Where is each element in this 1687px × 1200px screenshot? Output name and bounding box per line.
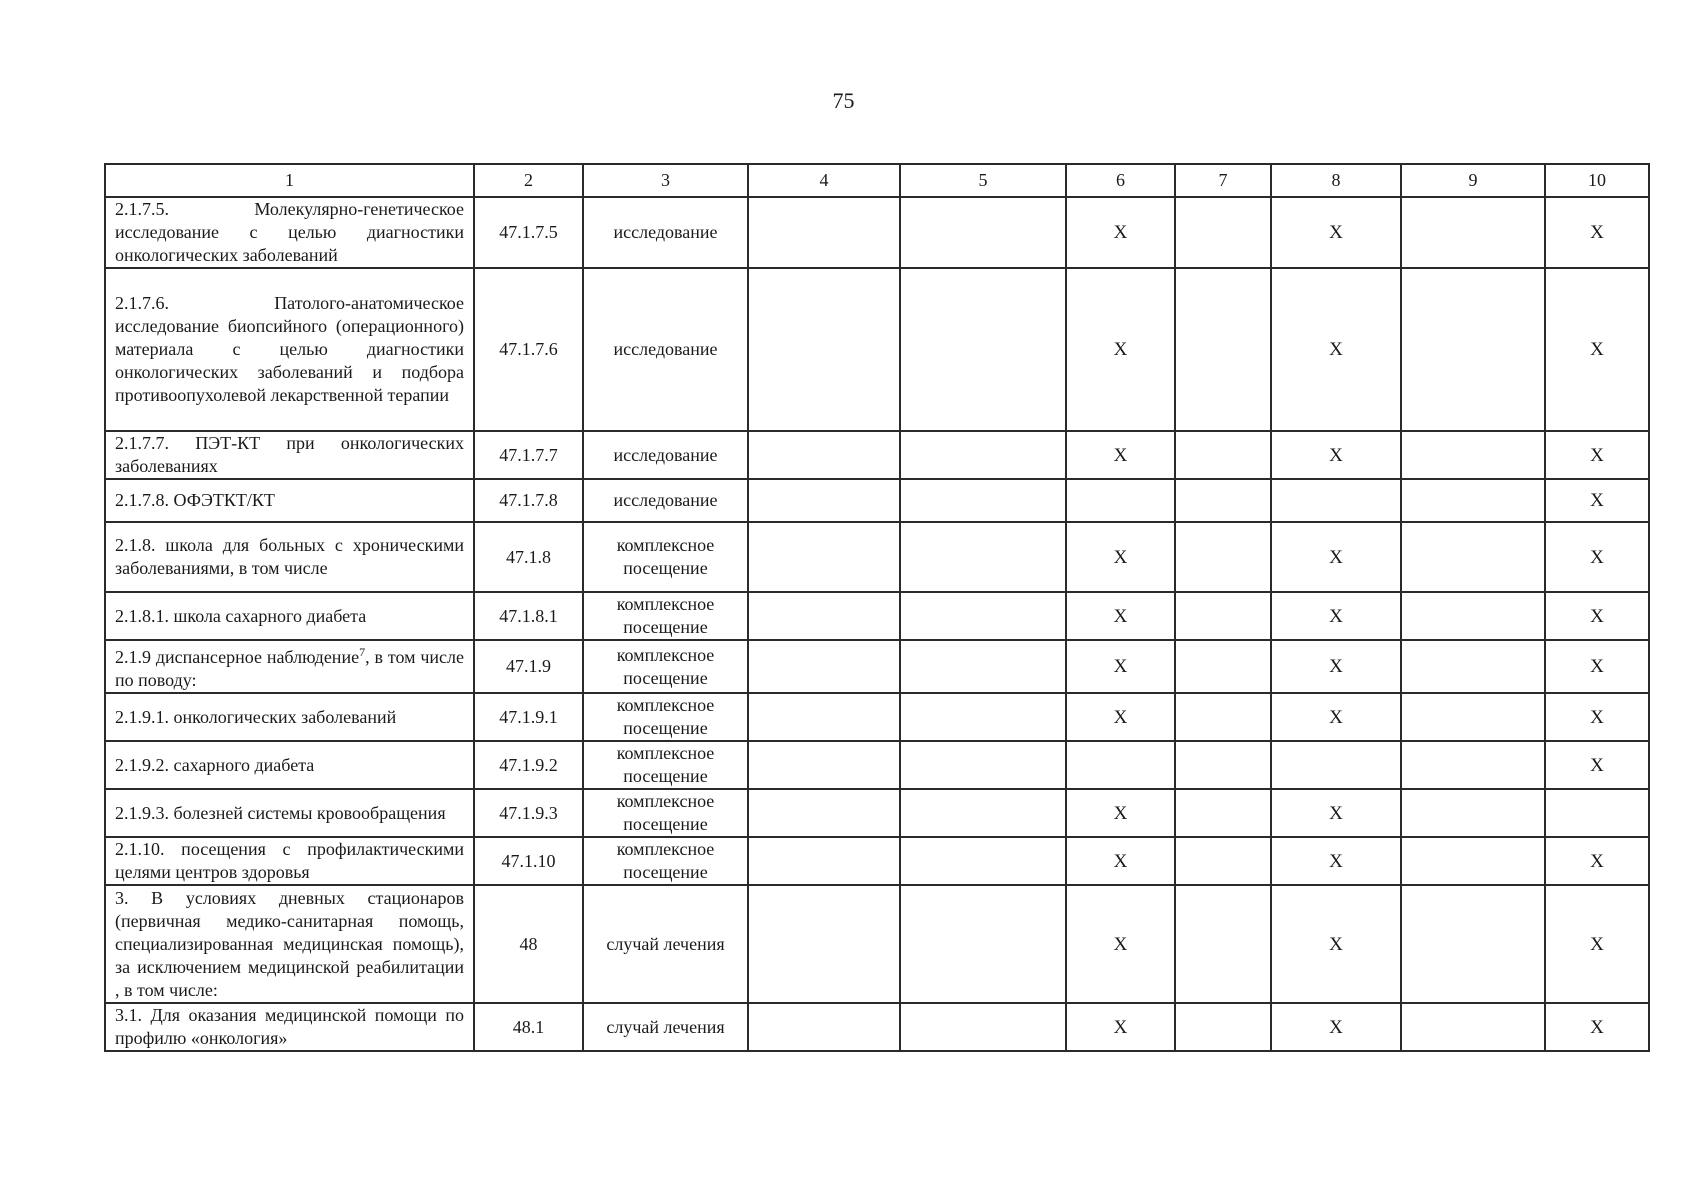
cell-col-7	[1175, 693, 1271, 741]
cell-col-4	[748, 1003, 900, 1051]
row-name-cell	[105, 268, 474, 431]
column-header: 1	[105, 164, 474, 197]
column-header: 6	[1066, 164, 1175, 197]
row-name: 2.1.7.5. Молекулярно-генетическое исследование с целью диагностики онкологических заболеваний	[115, 199, 464, 265]
row-code: 47.1.7.7	[474, 431, 583, 479]
cell-col-4	[748, 837, 900, 885]
cell-col-5	[900, 268, 1066, 431]
cell-col-8: X	[1271, 1003, 1401, 1051]
cell-col-4	[748, 522, 900, 592]
cell-col-6: X	[1066, 197, 1175, 268]
cell-col-8: X	[1271, 837, 1401, 885]
cell-col-10	[1545, 789, 1649, 837]
row-code: 47.1.10	[474, 837, 583, 885]
row-name-cell	[105, 431, 474, 479]
data-table	[104, 163, 1650, 1052]
cell-col-7	[1175, 197, 1271, 268]
row-code: 47.1.9	[474, 640, 583, 693]
cell-col-9	[1401, 268, 1545, 431]
cell-col-4	[748, 431, 900, 479]
cell-col-7	[1175, 885, 1271, 1003]
cell-col-4	[748, 741, 900, 789]
row-unit: исследование	[583, 479, 748, 522]
cell-col-10: X	[1545, 741, 1649, 789]
cell-col-8: X	[1271, 197, 1401, 268]
cell-col-8	[1271, 479, 1401, 522]
cell-col-5	[900, 431, 1066, 479]
cell-col-7	[1175, 1003, 1271, 1051]
cell-col-6: X	[1066, 640, 1175, 693]
cell-col-9	[1401, 640, 1545, 693]
table-row	[105, 1003, 1649, 1051]
cell-col-6: X	[1066, 431, 1175, 479]
table-row	[105, 741, 1649, 789]
row-name-cell	[105, 640, 474, 693]
cell-col-10: X	[1545, 479, 1649, 522]
row-name-cell	[105, 197, 474, 268]
cell-col-5	[900, 693, 1066, 741]
row-name: 2.1.9.2. сахарного диабета	[115, 754, 315, 775]
row-code: 47.1.9.2	[474, 741, 583, 789]
cell-col-9	[1401, 885, 1545, 1003]
column-header: 10	[1545, 164, 1649, 197]
row-name-cell	[105, 479, 474, 522]
table-row	[105, 197, 1649, 268]
cell-col-8: X	[1271, 268, 1401, 431]
cell-col-8: X	[1271, 885, 1401, 1003]
table-row	[105, 431, 1649, 479]
cell-col-9	[1401, 431, 1545, 479]
cell-col-4	[748, 640, 900, 693]
cell-col-6: X	[1066, 885, 1175, 1003]
cell-col-4	[748, 693, 900, 741]
cell-col-6	[1066, 741, 1175, 789]
cell-col-6: X	[1066, 789, 1175, 837]
cell-col-6: X	[1066, 693, 1175, 741]
row-name-tail: , в том числе по поводу:	[115, 647, 465, 690]
cell-col-5	[900, 197, 1066, 268]
row-name: 3.1. Для оказания медицинской помощи по профилю «онкология»	[115, 1005, 464, 1048]
cell-col-5	[900, 837, 1066, 885]
table-row	[105, 640, 1649, 693]
table-header-row	[105, 164, 1649, 197]
column-header: 9	[1401, 164, 1545, 197]
cell-col-5	[900, 789, 1066, 837]
cell-col-5	[900, 741, 1066, 789]
cell-col-10: X	[1545, 268, 1649, 431]
footnote-marker: 7	[359, 645, 366, 659]
column-header: 7	[1175, 164, 1271, 197]
column-header: 2	[474, 164, 583, 197]
cell-col-7	[1175, 522, 1271, 592]
cell-col-5	[900, 1003, 1066, 1051]
row-unit: комплексное посещение	[583, 741, 748, 789]
cell-col-9	[1401, 837, 1545, 885]
cell-col-8: X	[1271, 640, 1401, 693]
row-name: 2.1.9.1. онкологических заболеваний	[115, 706, 397, 727]
row-unit: комплексное посещение	[583, 789, 748, 837]
cell-col-8: X	[1271, 789, 1401, 837]
row-name: 2.1.7.8. ОФЭТКТ/КТ	[115, 490, 275, 510]
row-name: 2.1.10. посещения с профилактическими целями центров здоровья	[115, 839, 464, 882]
column-header: 8	[1271, 164, 1401, 197]
column-header: 4	[748, 164, 900, 197]
row-code: 47.1.8	[474, 522, 583, 592]
row-unit: комплексное посещение	[583, 640, 748, 693]
page-number: 75	[832, 88, 855, 113]
cell-col-10: X	[1545, 885, 1649, 1003]
cell-col-7	[1175, 837, 1271, 885]
row-name: 2.1.8.1. школа сахарного диабета	[115, 605, 367, 626]
cell-col-9	[1401, 479, 1545, 522]
row-name-cell	[105, 1003, 474, 1051]
table-row	[105, 789, 1649, 837]
cell-col-7	[1175, 741, 1271, 789]
cell-col-4	[748, 197, 900, 268]
cell-col-9	[1401, 741, 1545, 789]
cell-col-8: X	[1271, 431, 1401, 479]
cell-col-6: X	[1066, 1003, 1175, 1051]
column-header: 5	[900, 164, 1066, 197]
row-unit: исследование	[583, 268, 748, 431]
cell-col-5	[900, 592, 1066, 640]
table-row	[105, 268, 1649, 431]
cell-col-9	[1401, 1003, 1545, 1051]
row-name: 2.1.9.3. болезней системы кровообращения	[115, 802, 446, 823]
table-row	[105, 479, 1649, 522]
cell-col-10: X	[1545, 640, 1649, 693]
column-header: 3	[583, 164, 748, 197]
cell-col-4	[748, 592, 900, 640]
table-row	[105, 522, 1649, 592]
table-row	[105, 693, 1649, 741]
cell-col-10: X	[1545, 431, 1649, 479]
cell-col-5	[900, 479, 1066, 522]
row-name: 2.1.7.7. ПЭТ-КТ при онкологических заболеваниях	[115, 433, 464, 476]
table-row	[105, 837, 1649, 885]
cell-col-4	[748, 479, 900, 522]
cell-col-9	[1401, 522, 1545, 592]
row-name: 2.1.9 диспансерное наблюдение	[115, 647, 360, 667]
row-name-cell	[105, 741, 474, 789]
row-name-cell	[105, 693, 474, 741]
cell-col-10: X	[1545, 592, 1649, 640]
row-code: 48.1	[474, 1003, 583, 1051]
cell-col-9	[1401, 693, 1545, 741]
row-unit: случай лечения	[583, 1003, 748, 1051]
cell-col-4	[748, 268, 900, 431]
cell-col-10: X	[1545, 1003, 1649, 1051]
cell-col-9	[1401, 197, 1545, 268]
row-unit: комплексное посещение	[583, 522, 748, 592]
cell-col-5	[900, 640, 1066, 693]
row-unit: комплексное посещение	[583, 592, 748, 640]
cell-col-7	[1175, 640, 1271, 693]
row-name: 3. В условиях дневных стационаров (первичная медико-санитарная помощь, специализированная медицинская помощь), за исключением медицинской реабилитации , в том числе:	[115, 887, 464, 1000]
row-unit: исследование	[583, 197, 748, 268]
cell-col-8: X	[1271, 522, 1401, 592]
cell-col-8: X	[1271, 592, 1401, 640]
row-code: 47.1.9.1	[474, 693, 583, 741]
cell-col-10: X	[1545, 837, 1649, 885]
row-code: 47.1.7.6	[474, 268, 583, 431]
row-unit: комплексное посещение	[583, 693, 748, 741]
table-row	[105, 592, 1649, 640]
cell-col-9	[1401, 789, 1545, 837]
row-code: 47.1.9.3	[474, 789, 583, 837]
cell-col-8	[1271, 741, 1401, 789]
cell-col-7	[1175, 431, 1271, 479]
cell-col-10: X	[1545, 197, 1649, 268]
row-name-cell	[105, 789, 474, 837]
cell-col-7	[1175, 268, 1271, 431]
row-unit: случай лечения	[583, 885, 748, 1003]
cell-col-4	[748, 789, 900, 837]
cell-col-5	[900, 885, 1066, 1003]
cell-col-6: X	[1066, 522, 1175, 592]
cell-col-7	[1175, 479, 1271, 522]
cell-col-9	[1401, 592, 1545, 640]
row-code: 47.1.8.1	[474, 592, 583, 640]
cell-col-10: X	[1545, 693, 1649, 741]
row-code: 48	[474, 885, 583, 1003]
cell-col-8: X	[1271, 693, 1401, 741]
row-code: 47.1.7.5	[474, 197, 583, 268]
cell-col-10: X	[1545, 522, 1649, 592]
cell-col-6	[1066, 479, 1175, 522]
cell-col-6: X	[1066, 268, 1175, 431]
row-name-cell	[105, 522, 474, 592]
cell-col-4	[748, 885, 900, 1003]
row-name: 2.1.8. школа для больных с хроническими заболеваниями, в том числе	[115, 535, 464, 578]
row-name-cell	[105, 837, 474, 885]
cell-col-6: X	[1066, 837, 1175, 885]
row-name: 2.1.7.6. Патолого-анатомическое исследование биопсийного (операционного) материала с целью диагностики онкологических заболеваний и подбора противоопухолевой лекарственной терапии	[115, 293, 464, 405]
cell-col-7	[1175, 592, 1271, 640]
cell-col-7	[1175, 789, 1271, 837]
row-unit: исследование	[583, 431, 748, 479]
cell-col-5	[900, 522, 1066, 592]
row-name-cell	[105, 592, 474, 640]
cell-col-6: X	[1066, 592, 1175, 640]
row-unit: комплексное посещение	[583, 837, 748, 885]
table-row	[105, 885, 1649, 1003]
row-name-cell	[105, 885, 474, 1003]
row-code: 47.1.7.8	[474, 479, 583, 522]
